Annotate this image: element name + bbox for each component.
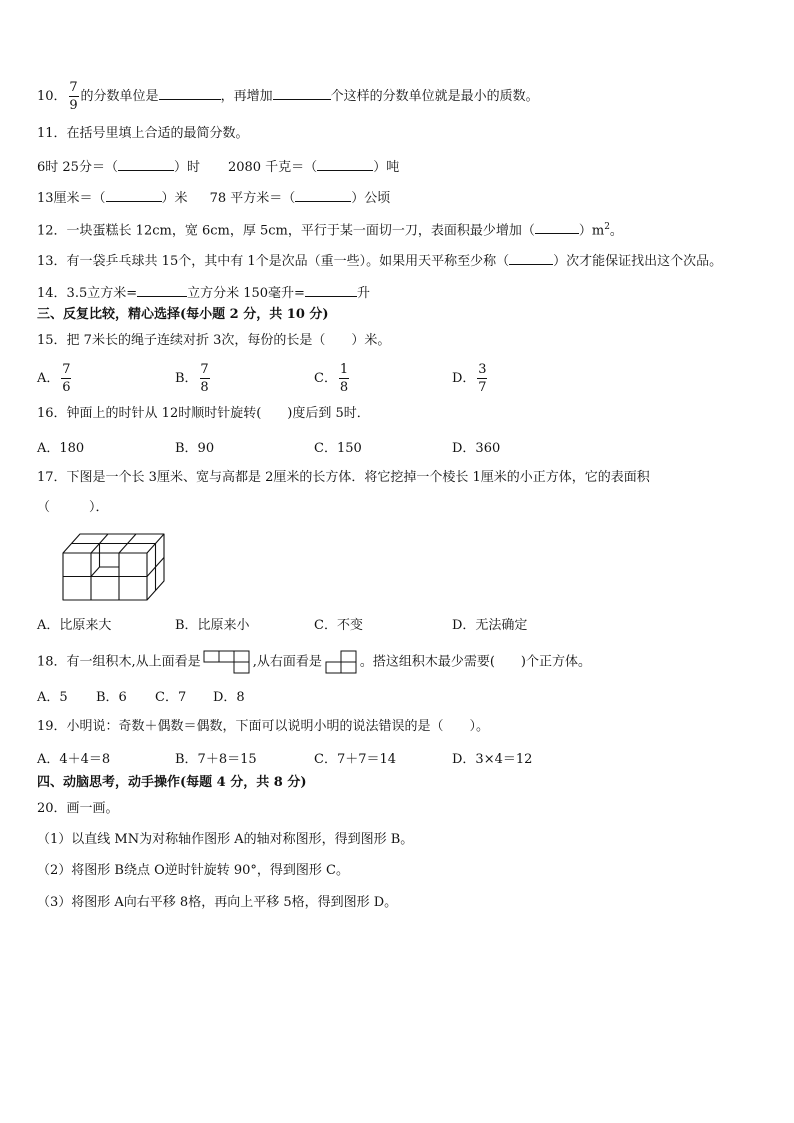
option-b[interactable]: B．6	[96, 690, 127, 705]
option-d[interactable]: D．8	[213, 690, 245, 705]
question-18: 18．有一组积木,从上面看是 ,从右面看是 。搭这组积木最少需要( )个正方体。	[37, 650, 591, 674]
answer-blank[interactable]	[317, 156, 373, 171]
answer-blank[interactable]	[273, 85, 331, 100]
question-10: 10． $\frac{7}{9}$ 的分数单位是 ，再增加 个这样的分数单位就是最小的质数。	[37, 80, 539, 113]
option-b[interactable]: B．90	[175, 441, 215, 456]
answer-blank[interactable]	[535, 219, 579, 234]
section-4-heading: 四、动脑思考，动手操作(每题 4 分，共 8 分)	[37, 775, 307, 790]
top-view-blocks-icon	[203, 650, 251, 674]
question-17-options	[37, 614, 777, 654]
option-b[interactable]: B． $\frac{7}{8}$	[175, 362, 209, 395]
option-d[interactable]: D．360	[452, 441, 501, 456]
option-a[interactable]: A． $\frac{7}{6}$	[37, 362, 71, 395]
cuboid-figure	[58, 525, 178, 605]
option-a[interactable]: A．4＋4＝8	[37, 752, 111, 767]
question-17-paren: （ ）．	[37, 500, 109, 515]
question-20-title: 20．画一画。	[37, 801, 119, 816]
option-d[interactable]: D．3×4＝12	[452, 752, 533, 767]
question-20-part-2: （2）将图形 B绕点 O逆时针旋转 90°，得到图形 C。	[37, 863, 350, 878]
option-c[interactable]: C．不变	[314, 618, 363, 633]
answer-blank[interactable]	[106, 187, 162, 202]
question-11-line-1: 6时 25分＝（ ）时 2080 千克＝（ ）吨	[37, 156, 399, 177]
answer-blank[interactable]	[295, 187, 351, 202]
option-c[interactable]: C．7	[155, 690, 187, 705]
answer-blank[interactable]	[118, 156, 174, 171]
section-3-heading: 三、反复比较，精心选择(每小题 2 分，共 10 分)	[37, 307, 329, 322]
answer-blank[interactable]	[137, 282, 187, 297]
question-19: 19．小明说：奇数＋偶数＝偶数，下面可以说明小明的说法错误的是（ ）。	[37, 719, 490, 734]
question-15-options	[37, 356, 777, 396]
option-c[interactable]: C．7＋7＝14	[314, 752, 397, 767]
question-14: 14．3.5立方米= 立方分米 150毫升= 升	[37, 282, 370, 303]
question-16: 16．钟面上的时针从 12时顺时针旋转( )度后到 5时．	[37, 406, 370, 421]
option-a[interactable]: A．比原来大	[37, 618, 112, 633]
answer-blank[interactable]	[159, 85, 221, 100]
option-a[interactable]: A．5	[37, 690, 68, 705]
question-11-line-2: 13厘米＝（ ）米 78 平方米＝（ ）公顷	[37, 187, 390, 208]
option-c[interactable]: C．150	[314, 441, 362, 456]
option-d[interactable]: D． $\frac{3}{7}$	[452, 362, 487, 395]
question-20-part-3: （3）将图形 A向右平移 8格，再向上平移 5格，得到图形 D。	[37, 895, 398, 910]
option-b[interactable]: B．7＋8＝15	[175, 752, 257, 767]
fraction-7-9: $\frac{7}{9}$	[69, 80, 78, 113]
option-c[interactable]: C． $\frac{1}{8}$	[314, 362, 349, 395]
question-17: 17．下图是一个长 3厘米、宽与高都是 2厘米的长方体．将它挖掉一个棱长 1厘米的小正方体，它的表面积	[37, 470, 650, 485]
question-11-title: 11．在括号里填上合适的最简分数。	[37, 126, 249, 141]
option-d[interactable]: D．无法确定	[452, 618, 528, 633]
question-15: 15．把 7米长的绳子连续对折 3次，每份的长是（ ）米。	[37, 333, 391, 348]
question-12: 12．一块蛋糕长 12cm，宽 6cm，厚 5cm，平行于某一面切一刀，表面积最少增加（ ）$m^2$。	[37, 218, 623, 240]
answer-blank[interactable]	[509, 250, 553, 265]
question-13: 13．有一袋乒乓球共 15个，其中有 1个是次品（重一些）。如果用天平称至少称（ ）次才能保证找出这个次品。	[37, 250, 722, 271]
question-20-part-1: （1）以直线 MN为对称轴作图形 A的轴对称图形，得到图形 B。	[37, 832, 414, 847]
option-b[interactable]: B．比原来小	[175, 618, 250, 633]
option-a[interactable]: A．180	[37, 441, 85, 456]
right-view-blocks-icon	[324, 650, 358, 674]
answer-blank[interactable]	[305, 282, 357, 297]
